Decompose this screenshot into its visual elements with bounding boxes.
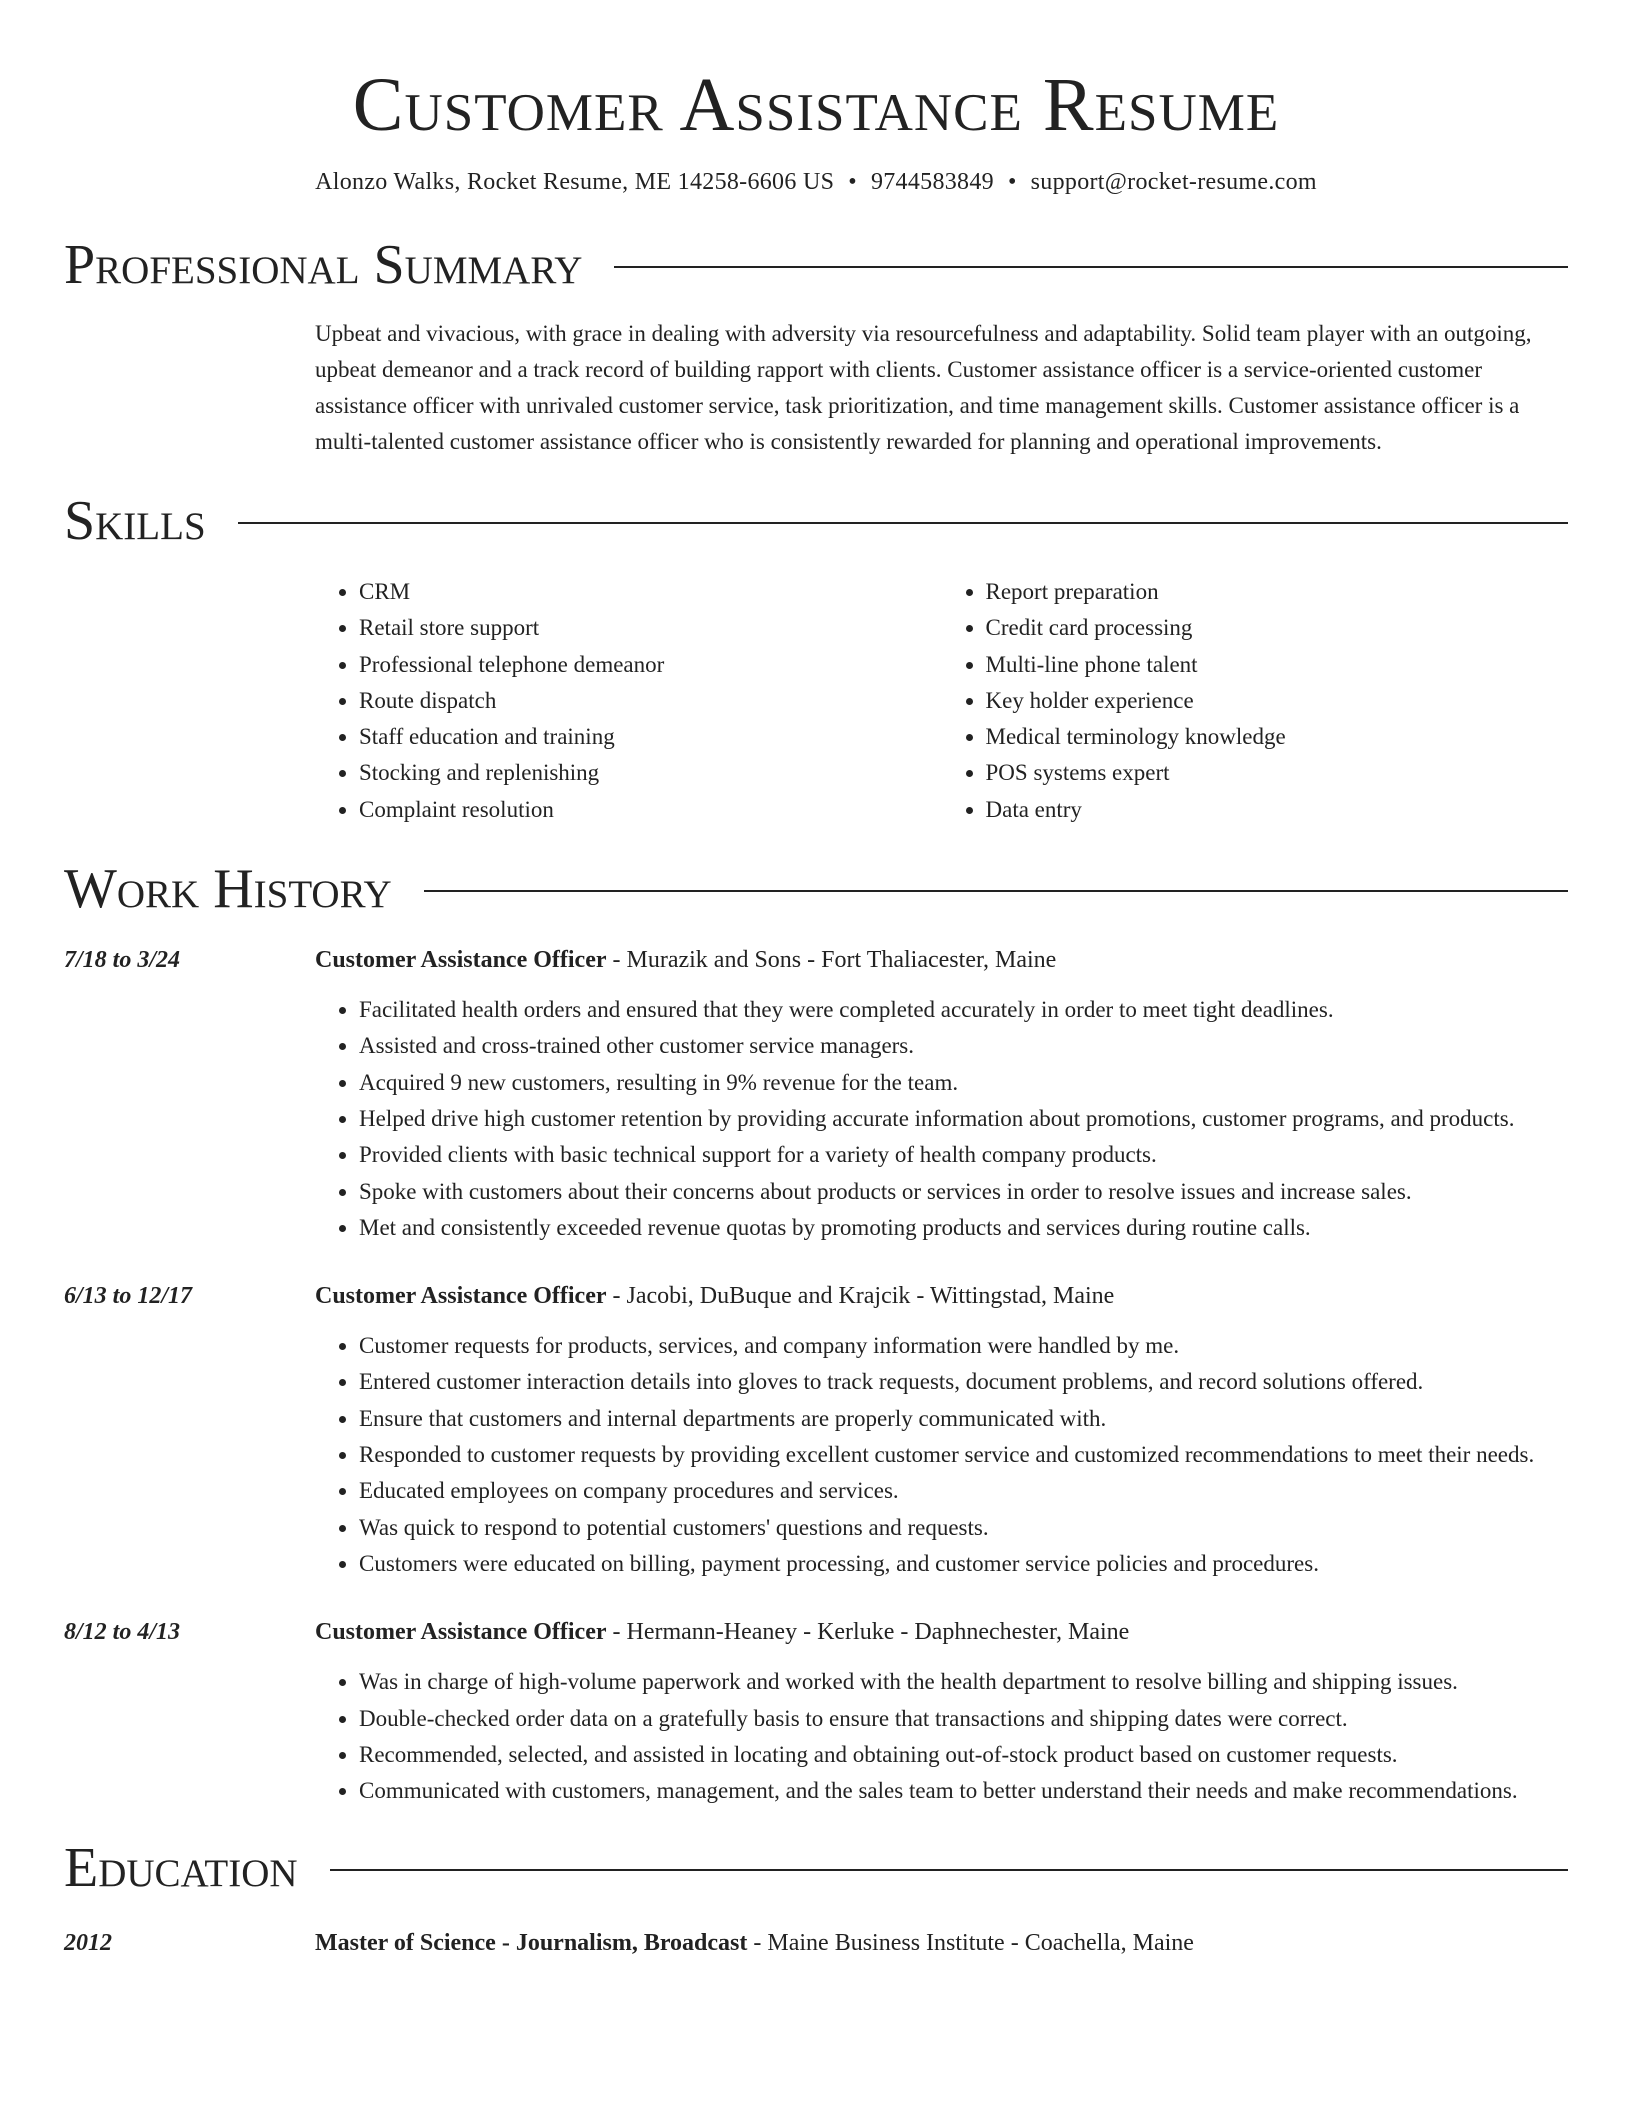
contact-line: [64, 166, 1568, 198]
education-details: [315, 1927, 1194, 1959]
skill-item: • Report preparation: [986, 574, 1569, 610]
skill-item: • Professional telephone demeanor: [359, 647, 942, 683]
job-entry: [64, 1280, 1568, 1582]
job-bullet: • Responded to customer requests by providing excellent customer service and customized recommendations to meet their needs.: [359, 1437, 1568, 1473]
skill-item: • Route dispatch: [359, 683, 942, 719]
job-bullet: • Educated employees on company procedures and services.: [359, 1473, 1568, 1509]
skills-column-right: [942, 574, 1569, 828]
job-role: Customer Assistance Officer: [315, 947, 607, 974]
job-bullet: • Was quick to respond to potential customers' questions and requests.: [359, 1510, 1568, 1546]
job-dates: 6/13 to 12/17: [64, 1283, 193, 1310]
section-divider: [614, 266, 1568, 268]
job-bullet-list: [315, 992, 1568, 1246]
skill-item: • Medical terminology knowledge: [986, 719, 1569, 755]
job-bullet: • Provided clients with basic technical support for a variety of health company products.: [359, 1137, 1568, 1173]
job-bullet: • Met and consistently exceeded revenue quotas by promoting products and services during routine calls.: [359, 1210, 1568, 1246]
skill-item: • Complaint resolution: [359, 792, 942, 828]
job-company: - Jacobi, DuBuque and Krajcik - Wittingstad, Maine: [606, 1283, 1115, 1310]
job-header: [315, 1280, 1568, 1312]
resume-title: Customer Assistance Resume: [352, 63, 1280, 147]
skill-item: • Multi-line phone talent: [986, 647, 1569, 683]
job-bullet-list: [315, 1664, 1568, 1809]
contact-separator: •: [848, 169, 857, 195]
skills-column-left: [315, 574, 942, 828]
skill-item: • Retail store support: [359, 610, 942, 646]
job-bullet: • Ensure that customers and internal departments are properly communicated with.: [359, 1401, 1568, 1437]
job-bullet: • Communicated with customers, management, and the sales team to better understand their needs and make recommendations.: [359, 1773, 1568, 1809]
job-bullet-list: [315, 1328, 1568, 1582]
job-bullet: • Customer requests for products, services, and company information were handled by me.: [359, 1328, 1568, 1364]
education-entry: [64, 1927, 1568, 1959]
job-role: Customer Assistance Officer: [315, 1619, 607, 1646]
job-bullet: • Entered customer interaction details into gloves to track requests, document problems, and record solutions offered.: [359, 1364, 1568, 1400]
job-header: [315, 944, 1568, 976]
education-school: - Maine Business Institute - Coachella, Maine: [747, 1930, 1194, 1957]
summary-heading: Professional Summary: [64, 234, 583, 296]
job-dates: 7/18 to 3/24: [64, 947, 181, 974]
job-dates: 8/12 to 4/13: [64, 1619, 181, 1646]
job-bullet: • Customers were educated on billing, payment processing, and customer service policies and procedures.: [359, 1546, 1568, 1582]
summary-section-header: [64, 234, 1568, 296]
contact-email: support@rocket-resume.com: [1030, 169, 1317, 195]
education-heading: Education: [64, 1837, 298, 1900]
section-divider: [424, 890, 1568, 892]
job-header: [315, 1616, 1568, 1648]
job-bullet: • Recommended, selected, and assisted in locating and obtaining out-of-stock product based on customer requests.: [359, 1737, 1568, 1773]
job-details: [315, 1280, 1568, 1582]
education-section-header: [64, 1837, 1568, 1899]
skill-item: • Key holder experience: [986, 683, 1569, 719]
job-entry: [64, 1616, 1568, 1809]
summary-text: Upbeat and vivacious, with grace in dealing with adversity via resourcefulness and adaptability. Solid team player with an outgoing, upbeat demeanor and a track record of building rapport with clients. Customer assistance officer is a service-oriented customer assistance officer with unrivaled customer service, task prioritization, and time management skills. Customer assistance officer is a multi-talented customer assistance officer who is consistently rewarded for planning and operational improvements.: [315, 321, 1532, 454]
skills-list: [315, 574, 1568, 828]
education-year: 2012: [64, 1930, 112, 1957]
skills-section-header: [64, 490, 1568, 552]
job-role: Customer Assistance Officer: [315, 1283, 607, 1310]
job-bullet: • Facilitated health orders and ensured that they were completed accurately in order to meet tight deadlines.: [359, 992, 1568, 1028]
job-bullet: • Double-checked order data on a gratefully basis to ensure that transactions and shipping dates were correct.: [359, 1701, 1568, 1737]
job-company: - Murazik and Sons - Fort Thaliacester, Maine: [606, 947, 1057, 974]
education-degree: Master of Science - Journalism, Broadcast: [315, 1930, 748, 1957]
job-details: [315, 944, 1568, 1246]
job-details: [315, 1616, 1568, 1809]
skill-item: • CRM: [359, 574, 942, 610]
work-heading: Work History: [64, 858, 392, 921]
section-divider: [238, 522, 1568, 524]
job-company: - Hermann-Heaney - Kerluke - Daphnechester, Maine: [606, 1619, 1130, 1646]
job-bullet: • Spoke with customers about their concerns about products or services in order to resolve issues and increase sales.: [359, 1174, 1568, 1210]
skill-item: • POS systems expert: [986, 755, 1569, 791]
skill-item: • Data entry: [986, 792, 1569, 828]
job-bullet: • Assisted and cross-trained other customer service managers.: [359, 1028, 1568, 1064]
skill-item: • Stocking and replenishing: [359, 755, 942, 791]
job-bullet: • Was in charge of high-volume paperwork and worked with the health department to resolve billing and shipping issues.: [359, 1664, 1568, 1700]
job-entry: [64, 944, 1568, 1246]
skill-item: • Credit card processing: [986, 610, 1569, 646]
resume-page: [64, 0, 1568, 1959]
work-section-header: [64, 858, 1568, 920]
job-bullet: • Acquired 9 new customers, resulting in 9% revenue for the team.: [359, 1065, 1568, 1101]
skill-item: • Staff education and training: [359, 719, 942, 755]
skills-heading: Skills: [64, 490, 206, 552]
contact-separator: •: [1007, 169, 1017, 195]
contact-address: Alonzo Walks, Rocket Resume, ME 14258-6606 US: [315, 169, 835, 195]
section-divider: [330, 1869, 1568, 1871]
contact-phone: 9744583849: [870, 169, 994, 195]
job-bullet: • Helped drive high customer retention by providing accurate information about promotions, customer programs, and products.: [359, 1101, 1568, 1137]
